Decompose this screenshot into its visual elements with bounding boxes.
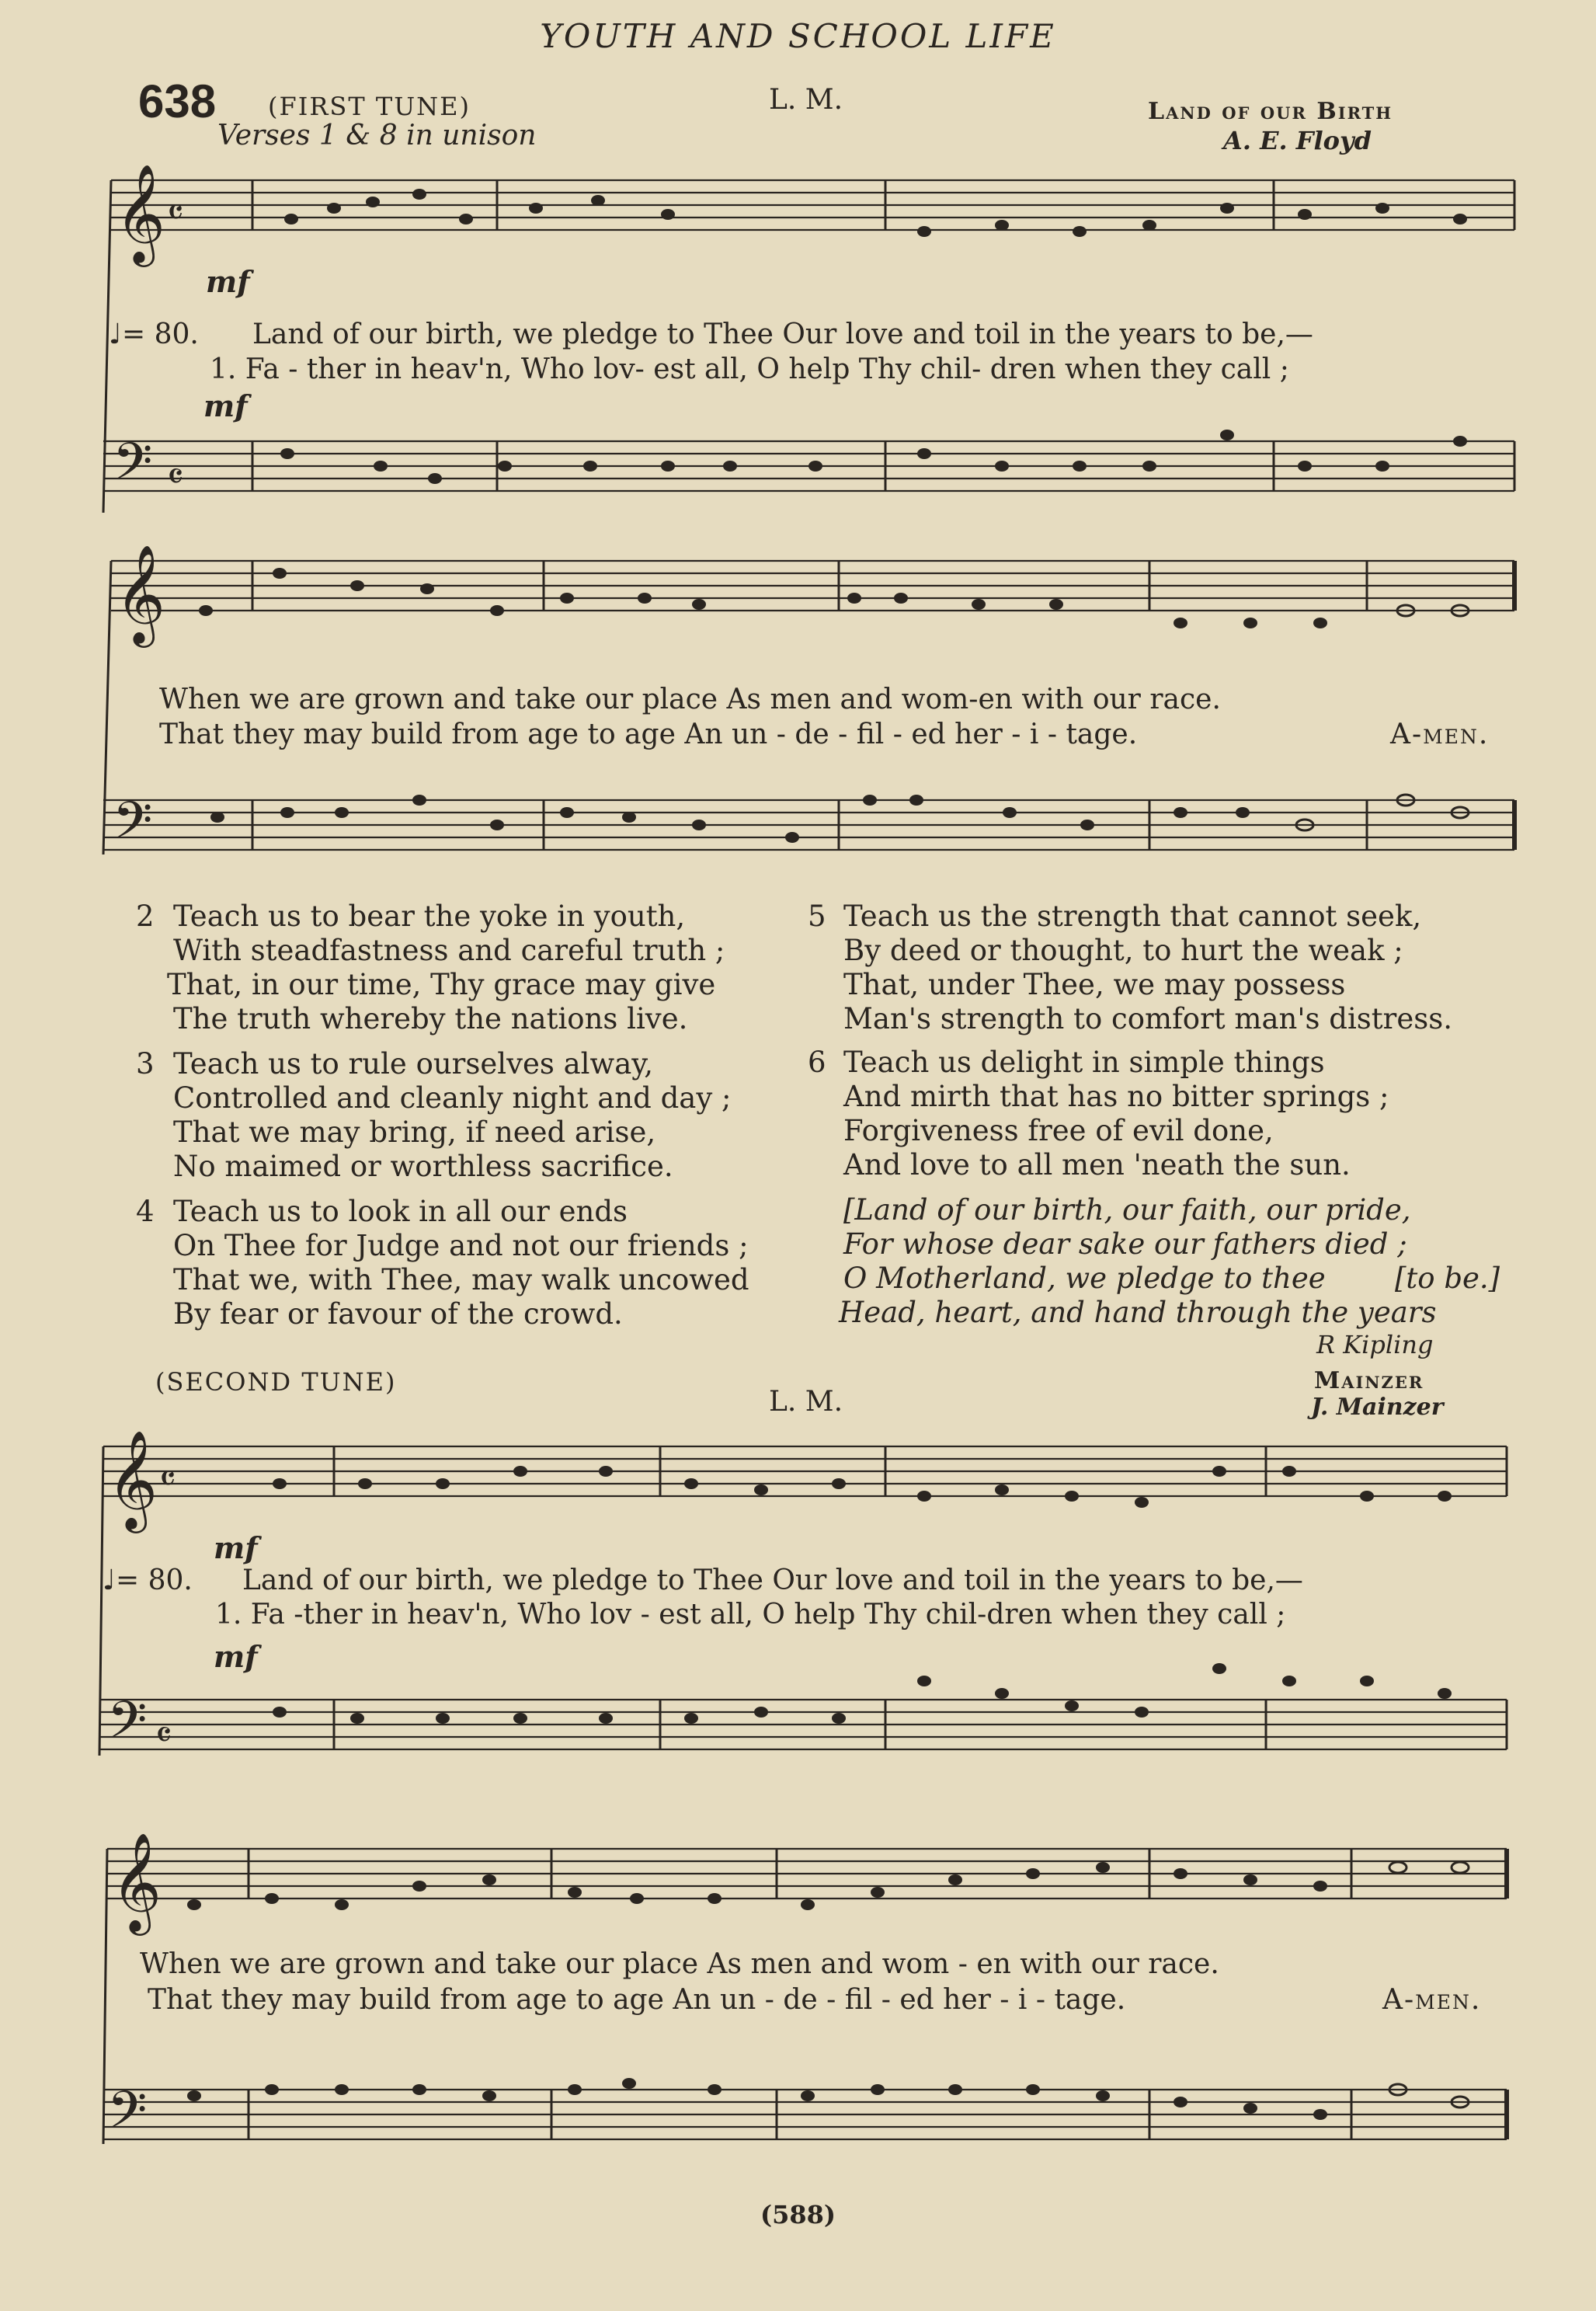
first-tune-note: Verses 1 & 8 in unison (217, 120, 537, 151)
hymn-number: 638 (138, 75, 217, 127)
svg-text:𝄞: 𝄞 (107, 1429, 158, 1529)
first-tune-dynamic-treble: mf (206, 264, 250, 299)
second-tune-sys2-lyric1: When we are grown and take our place As men and wom - en with our race. (140, 1948, 1219, 1980)
verse-5 (808, 900, 1452, 1036)
verse-2 (136, 900, 725, 1036)
verse-line: Teach us to bear the yoke in youth, (173, 900, 686, 933)
verse-line: Teach us the strength that cannot seek, (843, 900, 1422, 933)
page-header: YOUTH AND SCHOOL LIFE (540, 17, 1056, 55)
verse-line: On Thee for Judge and not our friends ; (173, 1229, 749, 1262)
second-tune-tempo: ♩= 80. (103, 1564, 193, 1596)
verse-line: O Motherland, we pledge to thee (843, 1262, 1326, 1295)
verse-bracket-end: [to be.] (1395, 1262, 1500, 1295)
verse-line: Teach us to rule ourselves alway, (173, 1047, 653, 1081)
staff-bass-2 (103, 800, 1514, 850)
first-tune-meter: L. M. (769, 84, 843, 116)
verse-6 (808, 1046, 1389, 1182)
verse-line: For whose dear sake our fathers died ; (843, 1227, 1407, 1261)
first-tune-dynamic-bass: mf (203, 388, 248, 423)
verse-line: Controlled and cleanly night and day ; (173, 1081, 732, 1115)
verse-line: That we, with Thee, may walk uncowed (173, 1263, 749, 1296)
verse-line: And mirth that has no bitter springs ; (843, 1080, 1389, 1113)
second-tune-name: Mainzer (1314, 1367, 1424, 1394)
first-tune-tempo: ♩= 80. (109, 318, 199, 350)
verse-line: With steadfastness and careful truth ; (173, 934, 725, 967)
second-tune-sys1-lyric1: Land of our birth, we pledge to Thee Our love and toil in the years to be,— (242, 1564, 1303, 1596)
verse-author: R Kipling (1316, 1330, 1434, 1359)
verse-line: That, in our time, Thy grace may give (167, 968, 716, 1001)
svg-text:𝄢: 𝄢 (107, 1690, 148, 1763)
verse-line: No maimed or worthless sacrifice. (173, 1150, 673, 1183)
verse-line: Head, heart, and hand through the years (839, 1296, 1437, 1329)
verse-line: And love to all men 'neath the sun. (843, 1148, 1351, 1182)
svg-text:𝄴: 𝄴 (155, 1714, 172, 1757)
second-tune-composer: J. Mainzer (1311, 1394, 1444, 1421)
verse-number: 3 (136, 1047, 155, 1081)
page-number: (588) (760, 2200, 836, 2229)
staff-bass-3 (99, 1700, 1507, 1749)
verse-number: 5 (808, 900, 826, 933)
second-tune-dynamic-bass: mf (214, 1639, 258, 1674)
verse-7 (839, 1193, 1500, 1330)
verse-line: Teach us to look in all our ends (173, 1195, 628, 1228)
verse-line: That we may bring, if need arise, (173, 1115, 656, 1149)
verse-line: [Land of our birth, our faith, our pride, (843, 1193, 1411, 1227)
second-tune-label: (SECOND TUNE) (155, 1367, 397, 1397)
svg-text:𝄴: 𝄴 (159, 1457, 176, 1501)
first-tune-amen: A-men. (1390, 719, 1490, 750)
first-tune-sys1-lyric1: Land of our birth, we pledge to Thee Our love and toil in the years to be,— (252, 318, 1313, 350)
verse-line: Teach us delight in simple things (843, 1046, 1325, 1079)
svg-text:𝄞: 𝄞 (111, 1832, 162, 1931)
svg-text:𝄞: 𝄞 (115, 163, 166, 263)
verse-line: By fear or favour of the crowd. (173, 1297, 623, 1331)
svg-text:𝄢: 𝄢 (113, 432, 153, 504)
first-tune-name: Land of our Birth (1148, 98, 1393, 125)
verse-line: Forgiveness free of evil done, (843, 1114, 1274, 1147)
second-tune-sys1-lyric2: 1. Fa -ther in heav'n, Who lov - est all, O help Thy chil-dren when they call ; (215, 1599, 1286, 1631)
verse-line: By deed or thought, to hurt the weak ; (843, 934, 1403, 967)
first-tune-label: (FIRST TUNE) (268, 92, 471, 121)
verse-line: Man's strength to comfort man's distress. (843, 1002, 1452, 1035)
staff-treble-2 (111, 561, 1514, 611)
verse-4 (136, 1195, 749, 1331)
second-tune-sys2-lyric2: That they may build from age to age An un - de - fil - ed her - i - tage. (148, 1984, 1126, 2016)
svg-text:𝄴: 𝄴 (167, 455, 184, 499)
first-tune-composer: A. E. Floyd (1223, 126, 1372, 155)
second-tune-meter: L. M. (769, 1386, 843, 1418)
verse-number: 2 (136, 900, 155, 933)
svg-text:𝄢: 𝄢 (107, 2080, 148, 2153)
first-tune-sys2-lyric1: When we are grown and take our place As men and wom-en with our race. (159, 684, 1221, 715)
staff-treble-4 (107, 1849, 1507, 1899)
svg-text:𝄢: 𝄢 (113, 791, 153, 863)
verse-3 (136, 1047, 731, 1184)
verse-number: 4 (136, 1195, 155, 1228)
second-tune-amen: A-men. (1382, 1984, 1482, 2016)
staff-treble-1 (111, 180, 1514, 230)
first-tune-sys2-lyric2: That they may build from age to age An un - de - fil - ed her - i - tage. (159, 719, 1138, 750)
first-tune-sys1-lyric2: 1. Fa - ther in heav'n, Who lov- est all, O help Thy chil- dren when they call ; (210, 353, 1289, 385)
verse-number: 6 (808, 1046, 826, 1079)
verse-line: The truth whereby the nations live. (173, 1002, 688, 1035)
svg-text:𝄞: 𝄞 (115, 544, 166, 643)
verse-line: That, under Thee, we may possess (843, 968, 1346, 1001)
svg-text:𝄴: 𝄴 (167, 191, 184, 235)
second-tune-dynamic-treble: mf (214, 1530, 258, 1565)
